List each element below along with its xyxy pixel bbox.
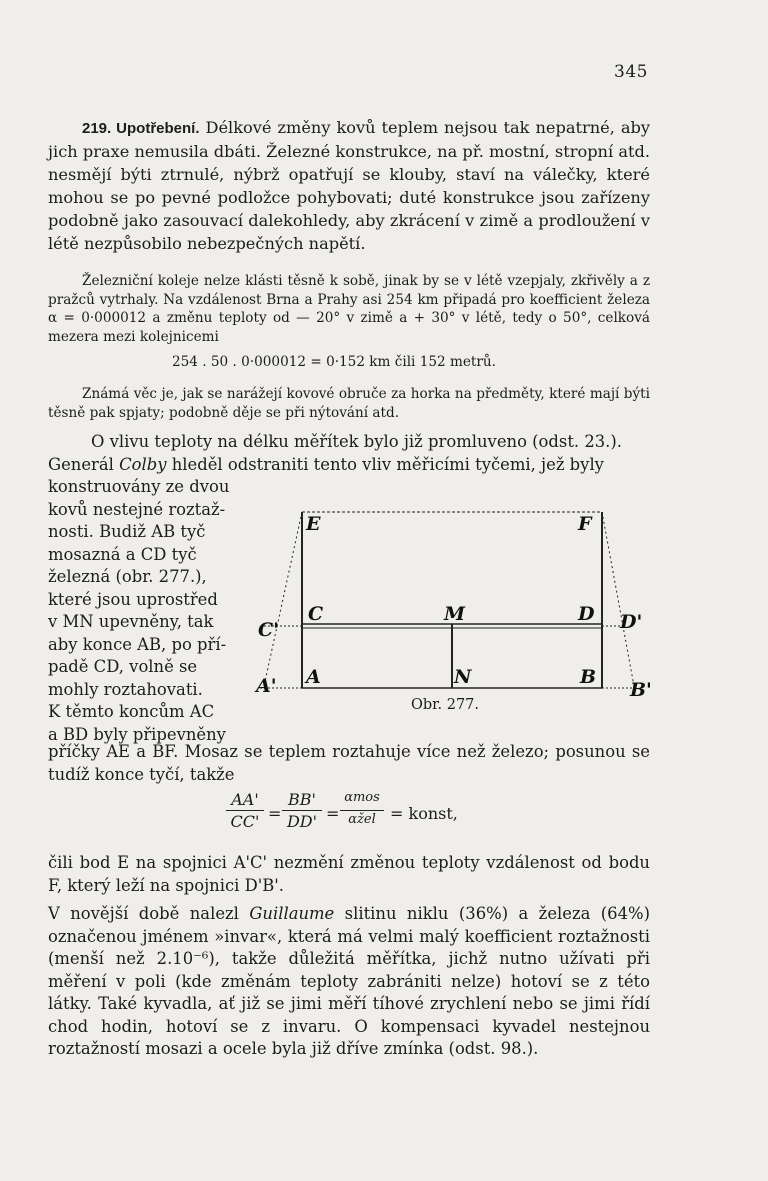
narrow-line: konstruovány ze dvou	[48, 477, 230, 496]
narrow-line: padě CD, volně se	[48, 657, 198, 676]
paragraph-scale-intro	[48, 431, 650, 476]
label-b: B	[580, 666, 597, 688]
narrow-line: K těmto koncům AC	[48, 702, 215, 721]
frac1-num: AA'	[231, 790, 259, 809]
frac3-den: αžel	[348, 812, 376, 827]
name-guillaume: Guillaume	[249, 904, 335, 923]
label-cp: C'	[258, 619, 279, 641]
label-d: D	[578, 603, 595, 625]
narrow-line: které jsou uprostřed	[48, 589, 218, 609]
label-m: M	[444, 603, 466, 625]
paragraph-narrow	[48, 476, 234, 746]
scale-intro-line2: Generál Colby hleděl odstraniti tento vliv měřicími tyčemi, jež byly	[48, 454, 604, 474]
paragraph-usage-text: Délkové změny kovů teplem nejsou tak nepatrné, aby jich praxe nemusila dbáti. Železné konstrukce, na př. mostní, stropní atd. nesmějí býti ztrnulé, nýbrž opatřují se klouby, staví na válečky, které mohou se po pevné podložce pohybovati; duté konstrukce jsou zařízeny podobně jako zasouvací dalekohledy, aby zkrácení v zimě a prodloužení v létě nezpůsobilo nebezpečných napětí.	[48, 118, 650, 253]
narrow-line: kovů nestejné roztaž-	[48, 499, 226, 519]
narrow-line: aby konce AB, po pří-	[48, 634, 227, 654]
frac2-den: DD'	[286, 812, 318, 831]
paragraph-point-e: čili bod E na spojnici A'C' nezmění změnou teploty vzdálenost od bodu F, který leží na spojnici D'B'.	[48, 853, 650, 895]
paragraph-hoops: Známá věc je, jak se narážejí kovové obruče za horka na předměty, které mají býti těsně pak spjaty; podobně děje se při nýtování atd.	[48, 386, 650, 421]
figure-caption: Obr. 277.	[411, 697, 480, 713]
narrow-line: mosazná a CD tyč	[48, 544, 197, 564]
line-ac-side	[264, 512, 302, 686]
narrow-line: železná (obr. 277.),	[48, 567, 207, 586]
paragraph-invar: V novější době nalezl Guillaume slitinu niklu (36%) a železa (64%) označenou jménem »invar«, která má velmi malý koefficient roztažnosti (menší než 2.10⁻⁶), takže důležitá měřítka, jichž nutno užívati při měření v poli (kde změnám teploty zabrániti nelze) hotoví se z této látky. Také kyvadla, ať již se jimi měří tíhové zrychlení nebo se jimi řídí chod hodin, hotoví se z invaru. O kompensaci kyvadel nestejnou roztažností mosazi a ocele byla již dříve zmínka (odst. 98.).	[48, 904, 650, 1058]
equation-ratio: AA' CC' = BB' DD' = αmos αžel = konst,	[226, 790, 486, 850]
label-bp: B'	[630, 679, 652, 700]
frac1-den: CC'	[230, 812, 260, 831]
label-n: N	[454, 666, 472, 688]
frac2-num: BB'	[288, 790, 316, 809]
paragraph-crossbars: příčky AE a BF. Mosaz se teplem roztahuje více než železo; posunou se tudíž konce tyčí, takže	[48, 742, 650, 784]
label-ap: A'	[256, 675, 277, 697]
narrow-line: a BD byly připevněny	[48, 724, 226, 744]
narrow-line: mohly roztahovati.	[48, 679, 203, 699]
paragraph-rails: Železniční koleje nelze klásti těsně k sobě, jinak by se v létě vzepjaly, zkřivěly a z pražců vytrhaly. Na vzdálenost Brna a Prahy asi 254 km připadá pro koefficient železa α = 0·000012 a změnu teploty od — 20° v zimě a + 30° v létě, tedy o 50°, celková mezera mezi kolejnicemi	[48, 273, 650, 345]
section-heading: 219. Upotřebení.	[82, 120, 200, 137]
label-e: E	[306, 513, 321, 535]
scale-intro-line1: O vlivu teploty na délku měřítek bylo již promluveno (odst. 23.).	[91, 432, 622, 451]
label-c: C	[308, 603, 324, 625]
line-bd-side	[602, 512, 634, 686]
frac3-num: αmos	[344, 790, 380, 805]
label-f: F	[578, 513, 592, 535]
paragraph-usage	[48, 116, 650, 255]
label-a: A	[306, 666, 321, 688]
page-number: 345	[614, 62, 648, 82]
equation-gap: 254 . 50 . 0·000012 = 0·152 km čili 152 metrů.	[172, 354, 496, 370]
label-dp: D'	[620, 611, 643, 633]
narrow-line: v MN upevněny, tak	[48, 612, 214, 631]
figure-277	[252, 504, 662, 700]
equation-rhs: = konst,	[390, 804, 458, 823]
narrow-line: nosti. Budiž AB tyč	[48, 522, 206, 541]
name-colby: Colby	[119, 454, 167, 474]
